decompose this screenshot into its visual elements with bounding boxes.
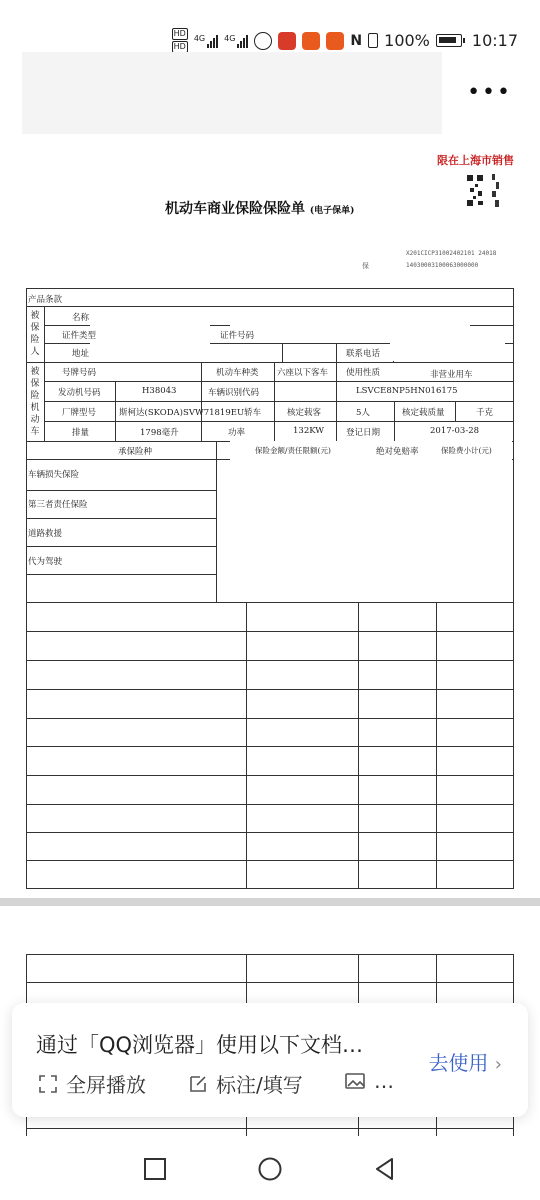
signal-icon-2 [224,34,248,48]
table-line [216,441,217,602]
coverage-item: 道路救援 [28,529,63,539]
annotate-label: 标注/填写 [216,1073,303,1097]
qr-code-icon [466,174,484,208]
table-line [436,602,437,888]
more-options-label: … [374,1069,394,1093]
table-line [26,362,514,363]
usage-value: 非营业用车 [430,370,473,380]
bao-label: 保 [362,262,369,270]
model-value: 斯柯达(SKODA)SVW71819EU轿车 [119,408,262,418]
coverage-item: 代为驾驶 [28,557,63,567]
reg-date-label: 登记日期 [346,428,381,438]
table-line [26,574,216,575]
table-line [26,746,514,747]
image-icon [344,1071,366,1091]
vehicle-type-value: 六座以下客车 [277,368,329,378]
table-line [26,718,514,719]
seats-value: 5人 [356,408,370,418]
usage-label: 使用性质 [346,368,381,378]
coverage-header: 承保险种 [118,447,153,457]
network-type-1: 4G [193,33,206,43]
battery-percent: 100% [384,31,430,50]
table-line [246,602,247,888]
taobao-notification-icon [302,32,320,50]
table-line [115,381,116,441]
annotate-option[interactable] [188,1069,303,1098]
table-line [26,860,514,861]
table-line [26,602,514,603]
taobao-notification-icon-2 [326,32,344,50]
sales-restriction: 限在上海市销售 [437,154,514,167]
table-line [26,660,514,661]
table-line [26,954,514,955]
battery-icon [436,34,462,47]
table-line [26,775,514,776]
vehicle-section-label: 被保险机动车 [30,367,40,437]
table-line [26,888,514,889]
image-option[interactable] [344,1069,394,1093]
title-text: 机动车商业保险保险单 [165,201,305,217]
table-line [358,602,359,888]
vin-value: LSVCE8NP5HN016175 [356,386,458,396]
model-label: 厂牌型号 [62,408,97,418]
browser-header [0,50,540,136]
table-line [336,343,337,441]
table-line [513,288,514,888]
hd-badge-2: HD [173,42,186,51]
table-line [44,306,45,441]
table-line [455,401,456,421]
address-label: 地址 [72,349,90,359]
reg-date-value: 2017-03-28 [430,426,480,436]
policy-number-1: X201CICP31002402101 24018 [406,250,497,257]
redacted-area [390,331,505,361]
fullscreen-option[interactable] [38,1069,146,1098]
table-line [201,362,202,441]
vehicle-type-label: 机动车种类 [216,368,259,378]
displacement-value: 1798毫升 [140,428,179,438]
id-type-label: 证件类型 [62,331,97,341]
table-line [26,689,514,690]
power-value: 132KW [293,426,325,436]
load-label: 核定载质量 [402,408,445,418]
name-label: 名称 [72,313,90,323]
deductible-header: 绝对免赔率 [376,447,419,457]
power-label: 功率 [228,428,246,438]
coverage-item: 车辆损失保险 [28,470,80,480]
page-separator [0,898,540,906]
fullscreen-label: 全屏播放 [66,1073,146,1097]
table-line [26,1128,514,1129]
displacement-label: 排量 [72,428,90,438]
vin-label: 车辆识别代码 [208,388,260,398]
table-line [26,546,216,547]
hd-badge-1: HD [173,29,186,38]
home-icon[interactable] [257,1156,283,1182]
amount-header: 保险金额/责任限额(元) [255,446,331,455]
insured-section-label: 被保险人 [30,311,40,357]
id-no-label: 证件号码 [220,331,255,341]
redacted-area [230,441,512,591]
clock: 10:17 [471,31,518,50]
signal-icon-1 [194,34,218,48]
network-type-2: 4G [224,33,236,43]
product-label: 产品条款 [28,295,63,305]
table-line [26,306,514,307]
table-line [282,343,283,362]
table-line [26,518,216,519]
barcode-icon [492,174,500,208]
table-line [26,631,514,632]
table-line [26,490,216,491]
edit-icon [188,1074,208,1094]
redacted-area [90,310,210,360]
coverage-item: 第三者责任保险 [28,500,88,510]
table-line [26,832,514,833]
title-note: (电子保单) [309,206,355,216]
table-line [26,982,514,983]
table-line [26,804,514,805]
table-line [26,288,514,289]
redacted-area [205,236,360,286]
premium-header: 保险费小计(元) [441,446,492,455]
more-options-button[interactable]: ••• [467,80,512,105]
fullscreen-icon [38,1074,58,1094]
nfc-icon: N [350,32,363,49]
document-title-bar [22,52,442,134]
seats-label: 核定载客 [287,408,322,418]
engine-value: H38043 [142,386,177,396]
qq-prompt-message: 通过「QQ浏览器」使用以下文档… [36,1033,364,1057]
go-use-label: 去使用 [428,1051,489,1075]
policy-document [0,136,540,900]
load-unit: 千克 [476,408,494,418]
policy-number-2: 14030003100063000000 [406,262,479,269]
document-title [165,198,354,218]
table-line [394,401,395,441]
vibrate-icon [368,33,378,48]
open-with-qq-browser-card[interactable] [12,1003,528,1117]
phone-label: 联系电话 [346,349,381,359]
table-line [26,288,27,888]
go-use-button[interactable] [428,1047,502,1076]
engine-label: 发动机号码 [58,388,101,398]
recent-apps-icon[interactable] [142,1156,168,1182]
qq-notification-icon [254,32,272,50]
plate-label: 号牌号码 [62,368,97,378]
app-notification-icon [278,32,296,50]
navigation-bar [0,1136,540,1200]
chevron-right-icon: › [494,1054,502,1075]
back-icon[interactable] [372,1156,398,1182]
table-line [274,362,275,441]
